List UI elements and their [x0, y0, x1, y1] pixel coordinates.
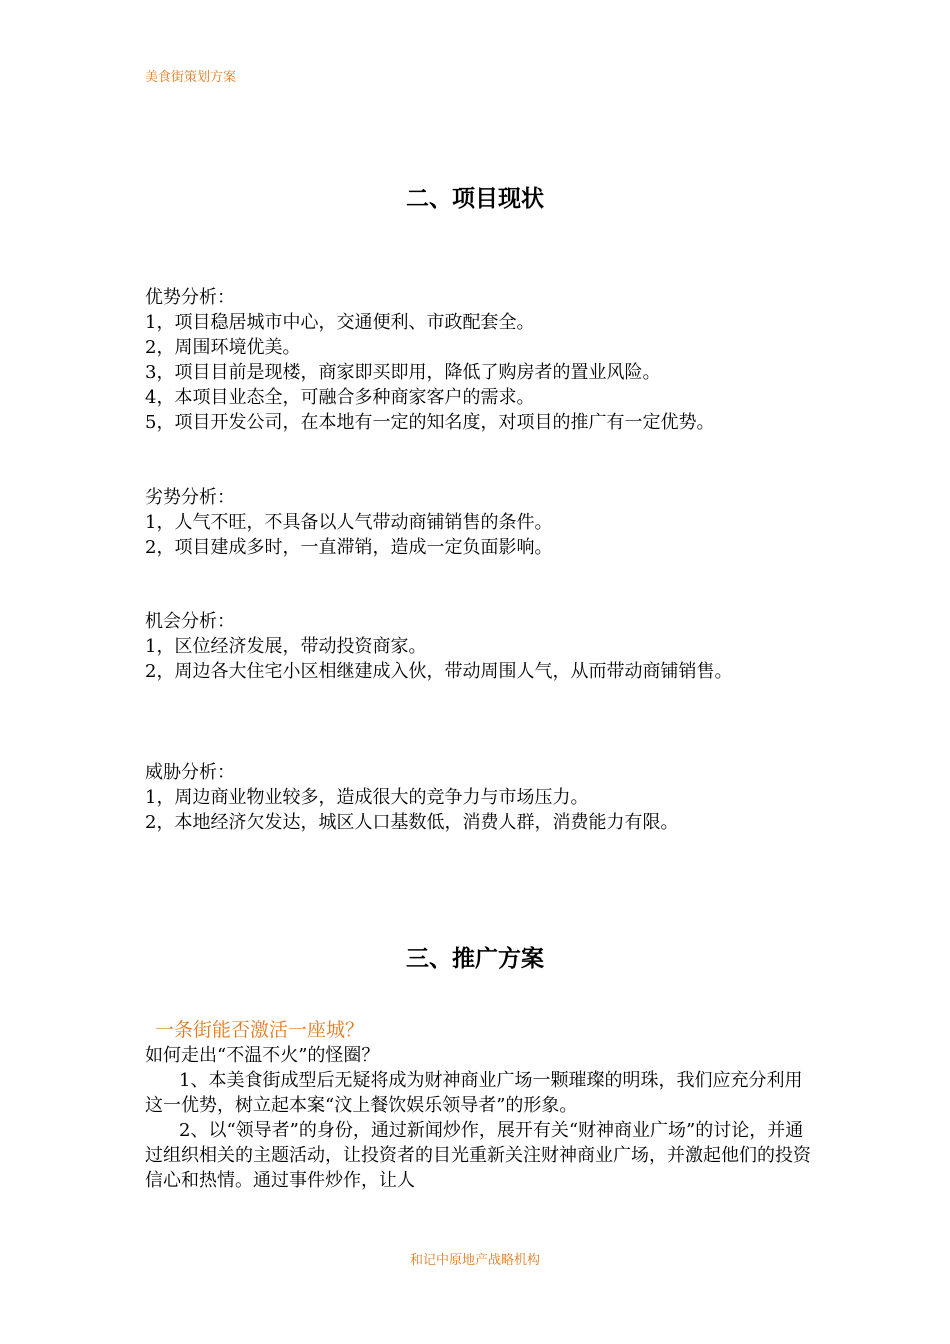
list-item: 4，本项目业态全，可融合多种商家客户的需求。	[145, 387, 535, 408]
page-header: 美食街策划方案	[145, 70, 237, 85]
threats-block	[145, 760, 815, 835]
section-title-promotion: 三、推广方案	[406, 946, 544, 972]
list-item: 2，周围环境优美。	[145, 337, 301, 358]
list-item: 1，人气不旺，不具备以人气带动商铺销售的条件。	[145, 512, 553, 533]
opportunities-block	[145, 609, 815, 684]
group-label: 威胁分析：	[145, 762, 235, 783]
list-item: 2，周边各大住宅小区相继建成入伙，带动周围人气，从而带动商铺销售。	[145, 661, 733, 682]
promotion-block	[145, 1018, 815, 1193]
strengths-block	[145, 285, 815, 435]
list-item: 3，项目目前是现楼，商家即买即用，降低了购房者的置业风险。	[145, 362, 661, 383]
list-item: 5，项目开发公司，在本地有一定的知名度，对项目的推广有一定优势。	[145, 412, 715, 433]
weaknesses-block	[145, 485, 815, 560]
promotion-paragraph: 1、本美食街成型后无疑将成为财神商业广场一颗璀璨的明珠，我们应充分利用这一优势，树立起本案“汶上餐饮娱乐领导者”的形象。	[145, 1070, 803, 1116]
list-item: 2，项目建成多时，一直滞销，造成一定负面影响。	[145, 537, 553, 558]
promotion-subtitle: 一条街能否激活一座城？	[155, 1019, 365, 1041]
list-item: 2，本地经济欠发达，城区人口基数低，消费人群，消费能力有限。	[145, 812, 679, 833]
list-item: 1，区位经济发展，带动投资商家。	[145, 636, 427, 657]
page-footer: 和记中原地产战略机构	[409, 1253, 540, 1268]
list-item: 1，项目稳居城市中心，交通便利、市政配套全。	[145, 312, 535, 333]
group-label: 机会分析：	[145, 611, 235, 632]
list-item: 1，周边商业物业较多，造成很大的竞争力与市场压力。	[145, 787, 589, 808]
section-title-status: 二、项目现状	[406, 186, 544, 212]
group-label: 优势分析：	[145, 287, 235, 308]
group-label: 劣势分析：	[145, 487, 235, 508]
promotion-paragraph: 2、以“领导者”的身份，通过新闻炒作，展开有关“财神商业广场”的讨论，并通过组织相关的主题活动，让投资者的目光重新关注财神商业广场，并激起他们的投资信心和热情。通过事件炒作，让人	[145, 1120, 811, 1191]
promotion-question: 如何走出“不温不火”的怪圈？	[145, 1045, 380, 1066]
